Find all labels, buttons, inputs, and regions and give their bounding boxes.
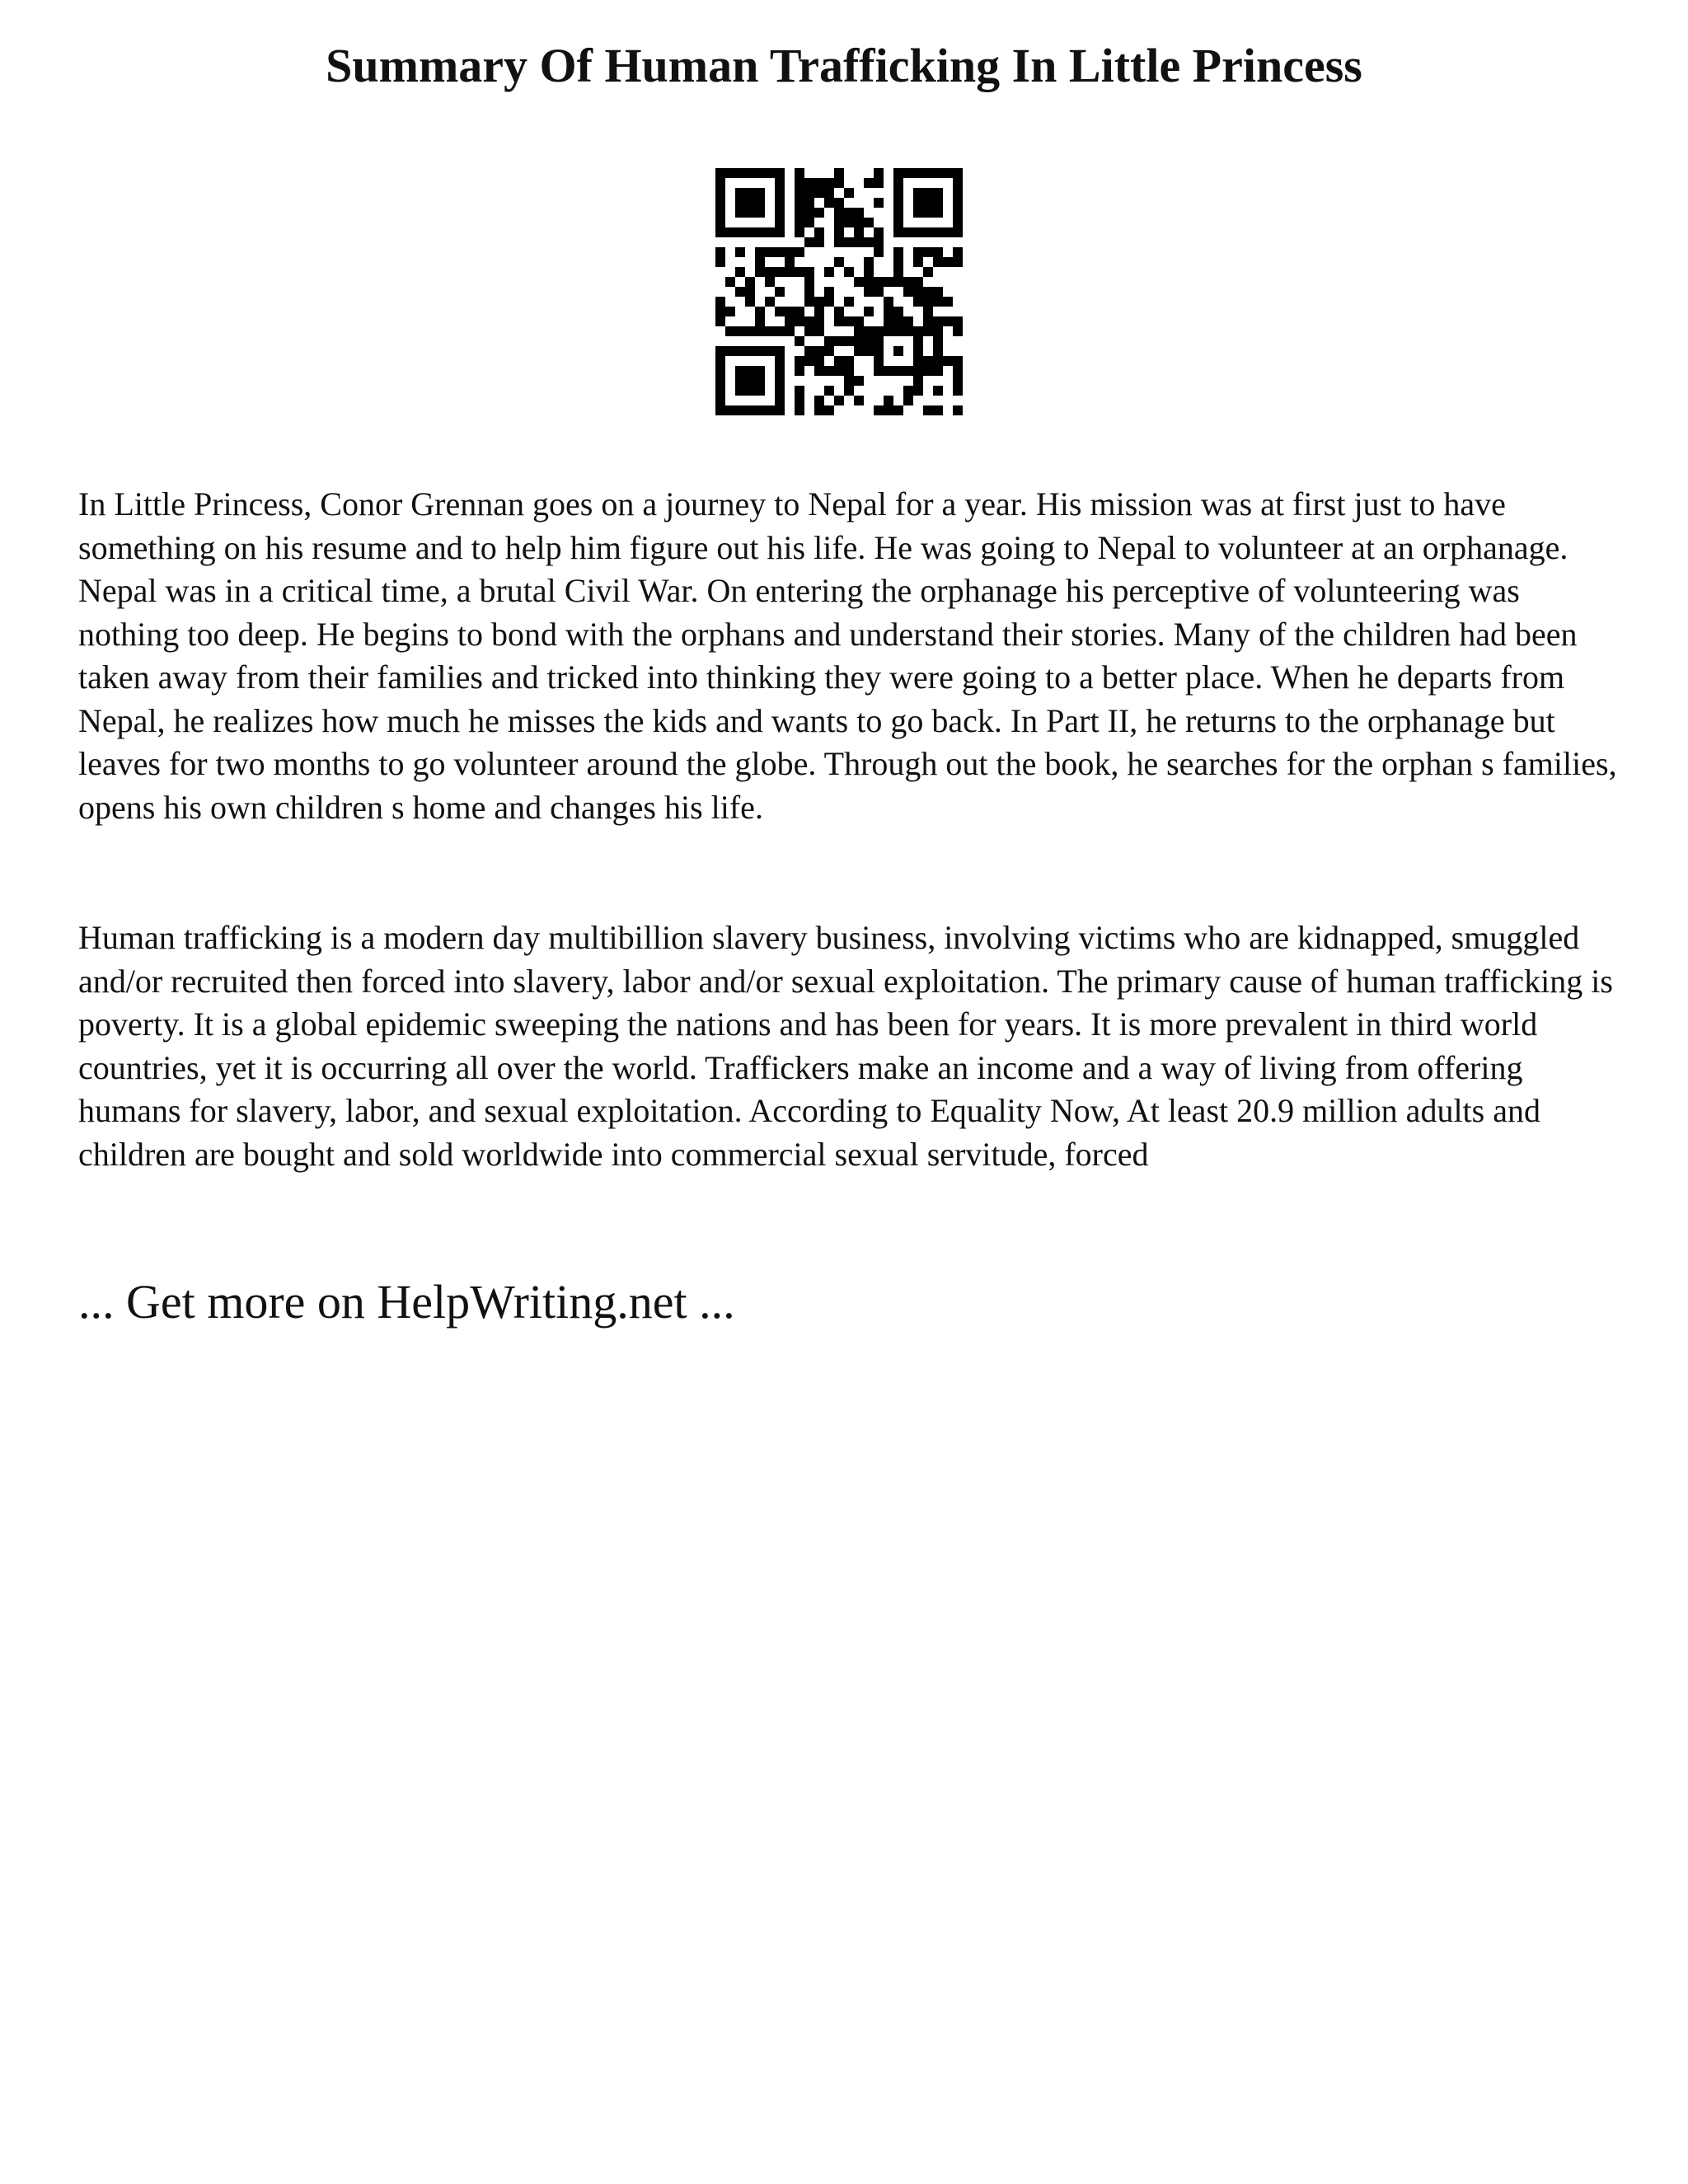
summary-paragraph: In Little Princess, Conor Grennan goes on a journey to Nepal for a year. His mission was at first just to have something on his resume and to help him figure out his life. He was going to Nepal to volunteer at an orphanage. Nepal was in a critical time, a brutal Civil War. On entering the orphanage his perceptive of volunteering was nothing too deep. He begins to bond with the orphans and understand their stories. Many of the children had been taken away from their families and tricked into thinking they were going to a better place. When he departs from Nepal, he realizes how much he misses the kids and wants to go back. In Part II, he returns to the orphanage but leaves for two months to go volunteer around the globe. Through out the book, he searches for the orphan s families, opens his own children s home and changes his life. bbox=[78, 485, 1617, 826]
qr-code-icon bbox=[715, 168, 963, 415]
page-title: Summary Of Human Trafficking In Little Princess bbox=[326, 39, 1362, 92]
get-more-link[interactable]: ... Get more on HelpWriting.net ... bbox=[78, 1275, 735, 1329]
trafficking-paragraph: Human trafficking is a modern day multibillion slavery business, involving victims who are kidnapped, smuggled and/or recruited then forced into slavery, labor and/or sexual exploitation. The primary cause of human trafficking is poverty. It is a global epidemic sweeping the nations and has been for years. It is more prevalent in third world countries, yet it is occurring all over the world. Traffickers make an income and a way of living from offering humans for slavery, labor, and sexual exploitation. According to Equality Now, At least 20.9 million adults and children are bought and sold worldwide into commercial sexual servitude, forced bbox=[78, 919, 1613, 1173]
